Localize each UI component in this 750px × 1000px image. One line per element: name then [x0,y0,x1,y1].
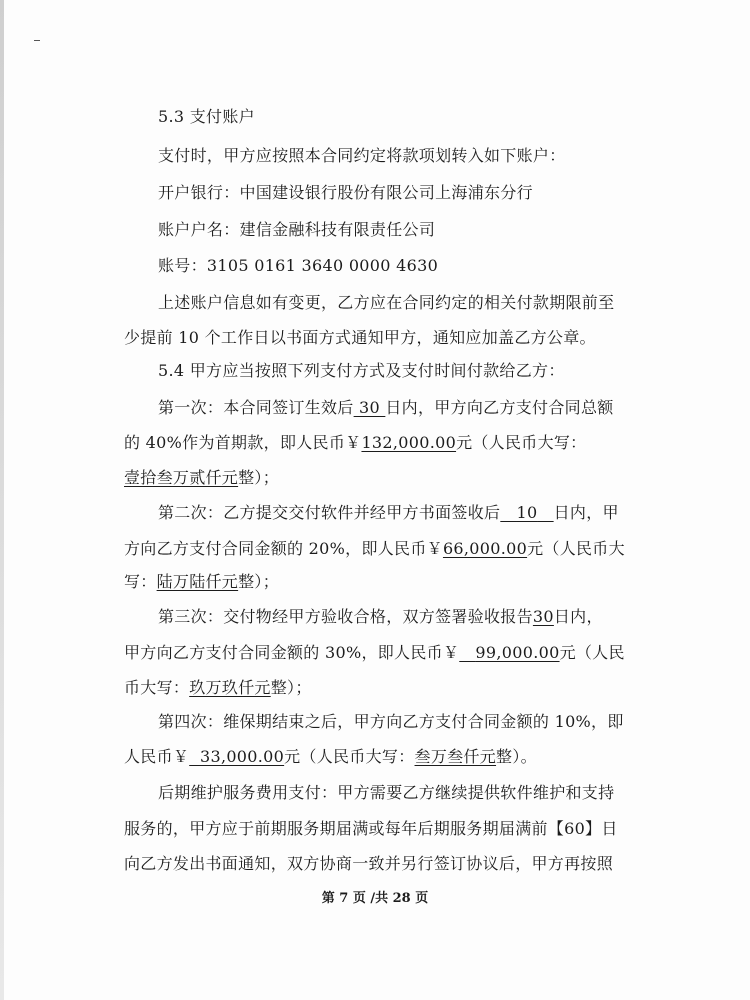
payment-2-line-2 [124,538,625,560]
section-5-4-title: 5.4 甲方应当按照下列支付方式及支付时间付款给乙方： [158,361,565,380]
payment-1-days-value: 30 [359,398,380,417]
payment-1-text-e: 整）； [238,468,280,487]
payment-1-text: 第一次：本合同签订生效后 [158,398,354,417]
payment-3-line-2 [124,642,625,664]
account-name-line [158,219,435,241]
payment-2-text-d: 元（人民币大 [527,539,625,558]
payment-3-text-c: 甲方向乙方支付合同金额的 30%，即人民币￥ [124,643,460,662]
payment-1-text-c: 的 40%作为首期款，即人民币￥ [124,433,362,452]
payment-2-days-value: 10 [516,503,538,522]
payment-4-line-1: 第四次：维保期结束之后，甲方向乙方支付合同金额的 10%，即 [158,712,624,731]
payment-4-text-b: 人民币￥ [124,747,190,766]
payment-3-amount-words: 玖万玖仟元 [189,678,271,697]
page-number-current: 7 [339,891,349,906]
payment-2-text-c: 方向乙方支付合同金额的 20%，即人民币￥ [124,539,443,558]
payment-2-text-e: 写： [124,572,157,591]
maintenance-line-2: 服务的，甲方应于前期服务期届满或每年后期服务期届满前【60】日 [124,819,618,838]
payment-3-text-d: 元（人民 [559,643,625,662]
payment-2-amount: 66,000.00 [442,539,528,558]
payment-3-text: 第三次：交付物经甲方验收合格，双方签署验收报告 [158,607,533,626]
scan-edge [0,0,4,1000]
account-name-value: 建信金融科技有限责任公司 [239,220,436,239]
bank-line [158,182,533,204]
payment-3-days: 30 [532,607,554,626]
account-change-line-2: 少提前 10 个工作日以书面方式通知甲方，通知应加盖乙方公章。 [124,328,596,347]
account-number-value: 3105 0161 3640 0000 4630 [206,256,439,275]
payment-3-amount [459,643,559,662]
bank-value: 中国建设银行股份有限公司上海浦东分行 [239,183,533,202]
page-number-prefix: 第 [321,891,340,906]
payment-3-line-1 [158,606,603,628]
payment-2-days [500,503,553,522]
account-change-line-1: 上述账户信息如有变更，乙方应在合同约定的相关付款期限前至 [158,293,615,312]
scan-mark [34,40,40,41]
page-number-suffix: 页 [410,891,429,906]
payment-1-line-1 [158,397,614,419]
payment-4-amount-value: 33,000.00 [199,747,285,766]
account-number-label: 账号： [158,256,207,275]
maintenance-line-1: 后期维护服务费用支付：甲方需要乙方继续提供软件维护和支持 [158,783,615,802]
payment-3-amount-value: 99,000.00 [475,643,560,662]
page-number-middle: 页 /共 [348,891,393,906]
bank-label: 开户银行： [158,183,240,202]
payment-2-line-3 [124,571,279,593]
payment-4-text-c: 元（人民币大写： [284,747,415,766]
payment-4-amount [189,747,284,766]
maintenance-line-3: 向乙方发出书面通知，双方协商一致并另行签订协议后，甲方再按照 [124,854,614,873]
payment-1-amount-words: 壹拾叁万贰仟元 [124,468,239,487]
payment-3-text-e: 币大写： [124,678,190,697]
payment-1-amount: 132,000.00 [361,433,457,452]
payment-1-text-d: 元（人民币大写： [456,433,587,452]
payment-3-text-b: 日内， [553,607,603,626]
payment-4-line-2 [124,746,537,768]
payment-intro: 支付时，甲方应按照本合同约定将款项划转入如下账户： [158,146,566,165]
payment-2-text: 第二次：乙方提交交付软件并经甲方书面签收后 [158,503,501,522]
account-name-label: 账户户名： [158,220,240,239]
payment-2-text-f: 整）； [238,572,280,591]
account-number-line [158,255,438,277]
section-5-3-title: 5.3 支付账户 [158,107,255,126]
payment-2-text-b: 日内，甲 [553,503,619,522]
page-number-total: 28 [392,891,411,906]
page-number [0,890,750,908]
payment-1-line-3 [124,467,279,489]
payment-1-text-b: 日内，甲方向乙方支付合同总额 [385,398,614,417]
payment-1-line-2 [124,432,586,454]
payment-4-amount-words: 叁万叁仟元 [414,747,497,766]
payment-2-amount-words: 陆万陆仟元 [156,572,239,591]
payment-1-days [354,398,386,417]
payment-2-line-1 [158,502,619,524]
payment-3-line-3 [124,677,312,699]
payment-3-text-f: 整）； [270,678,312,697]
payment-4-text-d: 整）。 [496,747,537,766]
